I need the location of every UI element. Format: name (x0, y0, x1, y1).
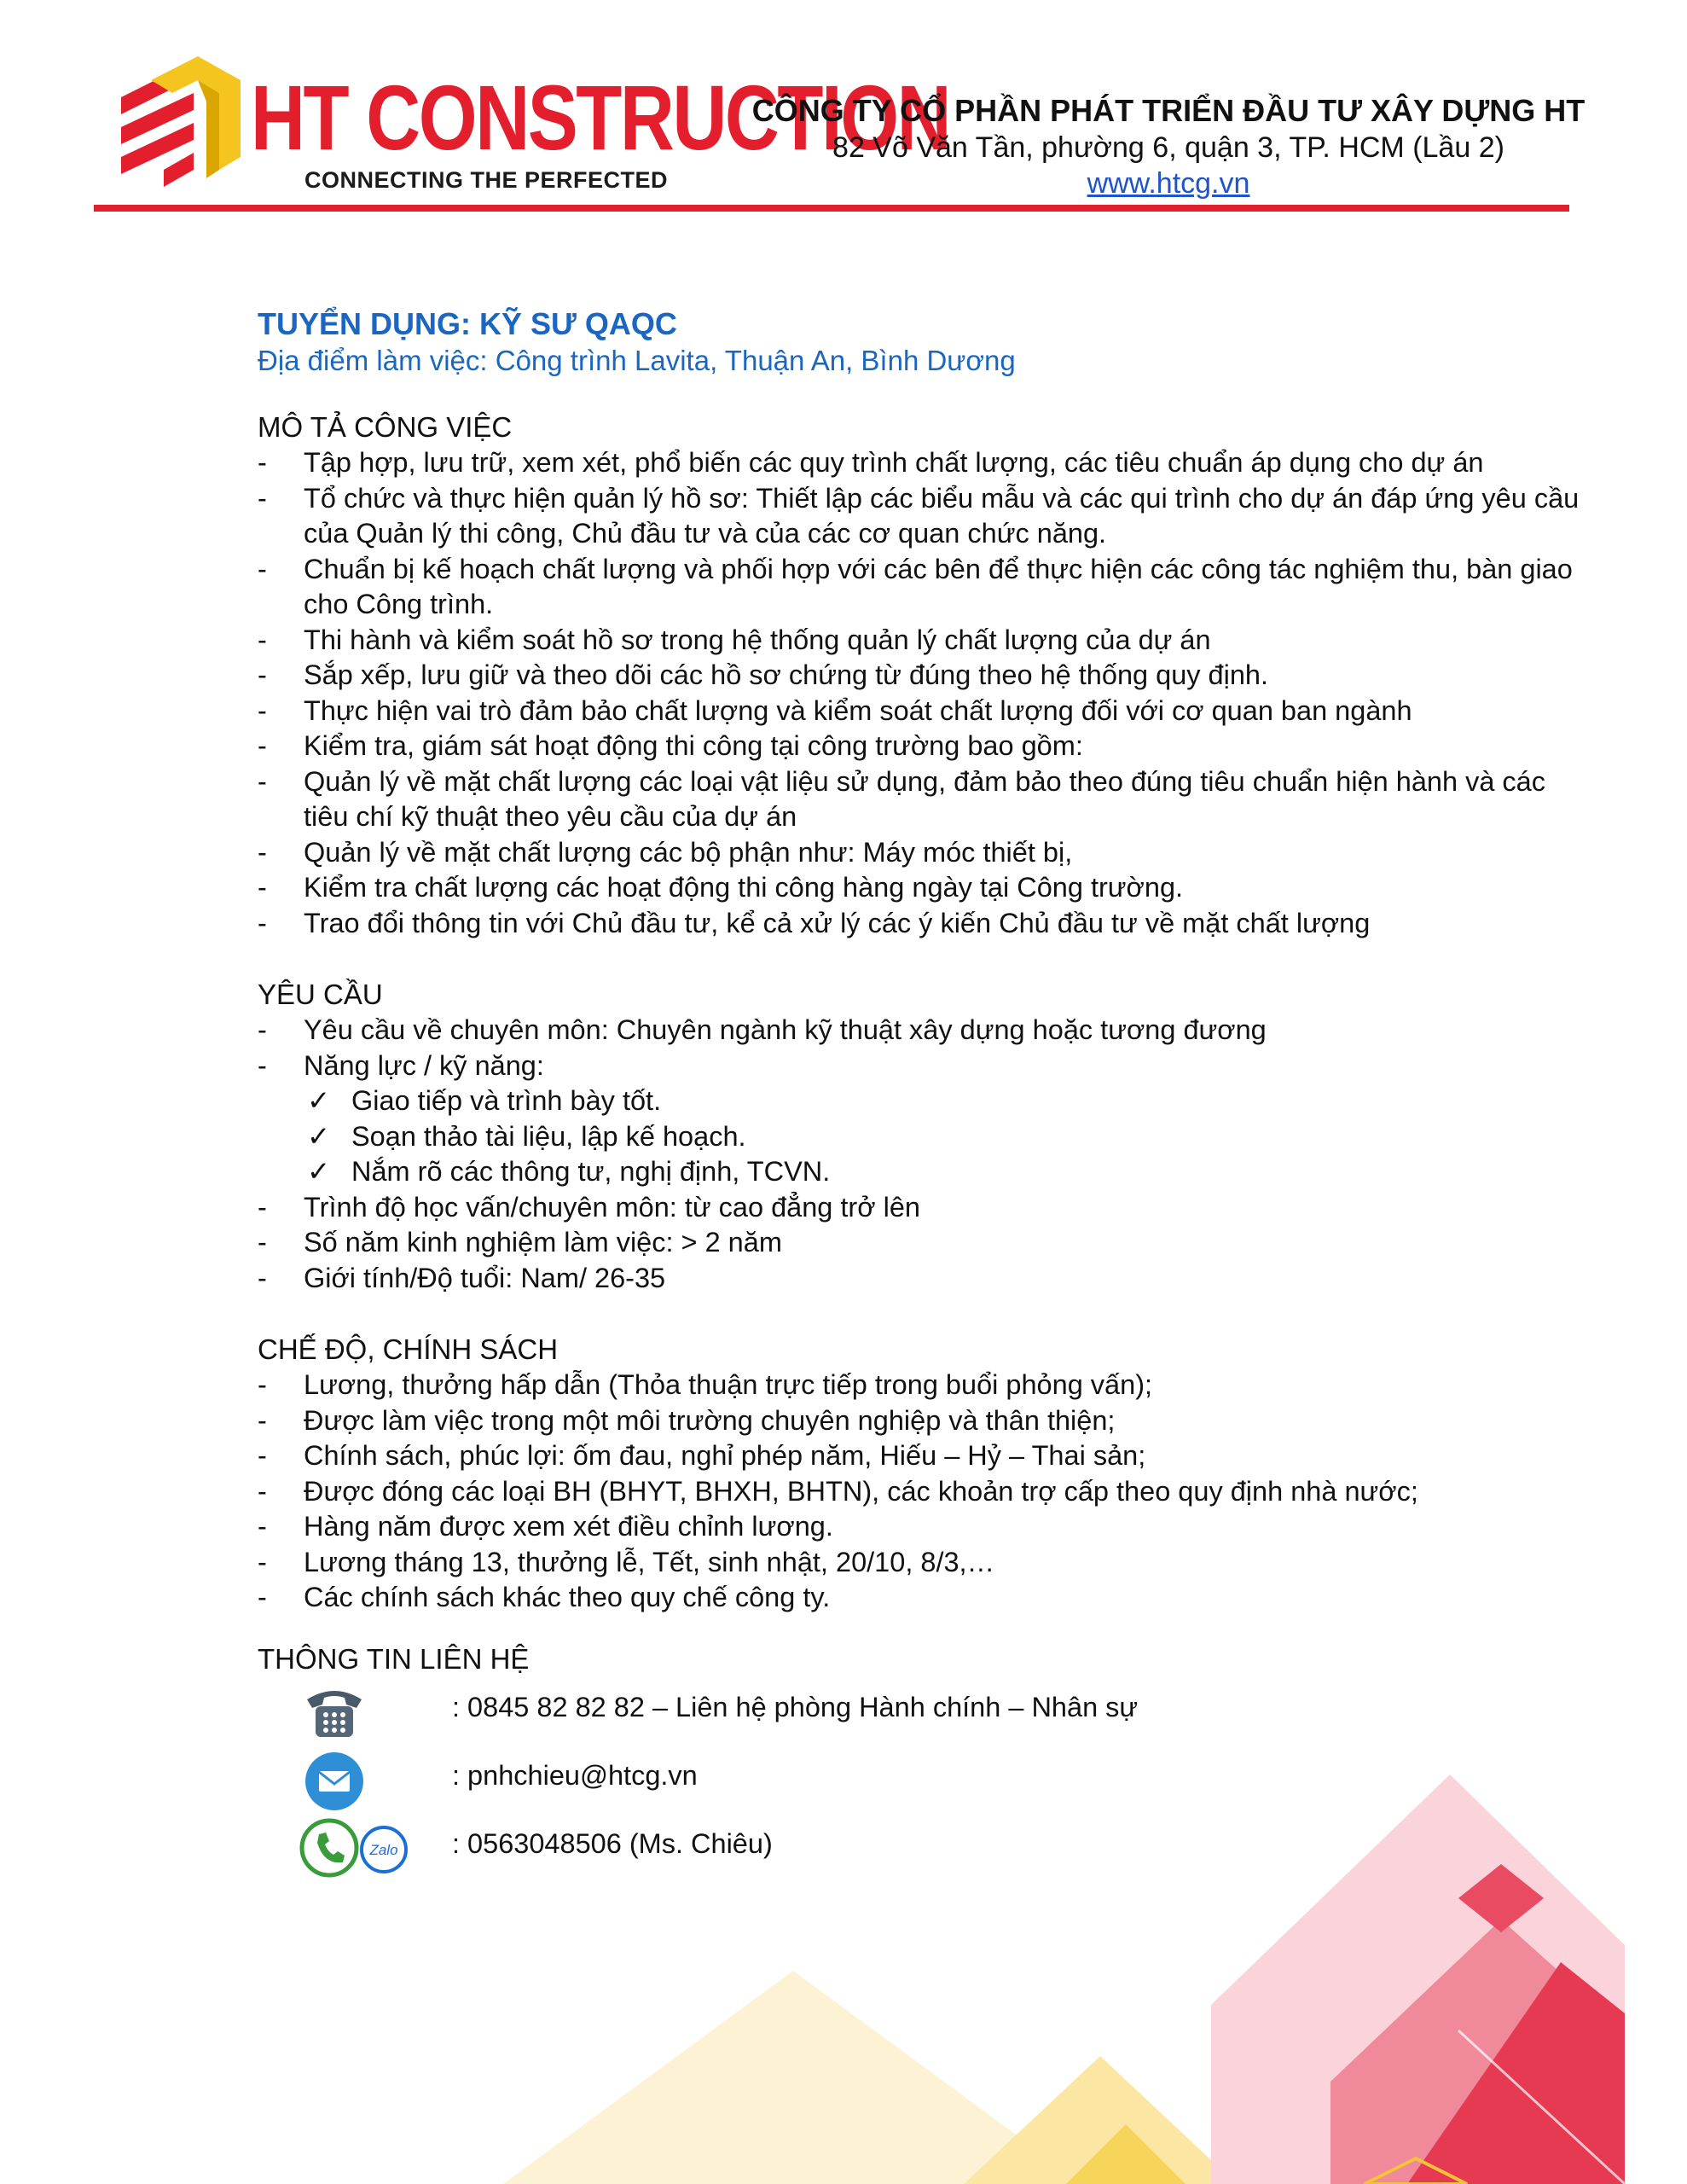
list-item: - Kiểm tra chất lượng các hoạt động thi công hàng ngày tại Công trường. (258, 870, 1588, 906)
bullet-dash: - (258, 659, 267, 690)
list-item: - Trao đổi thông tin với Chủ đầu tư, kể cả xử lý các ý kiến Chủ đầu tư về mặt chất lượng (258, 906, 1588, 942)
list-item: - Chuẩn bị kế hoạch chất lượng và phối hợp với các bên để thực hiện các công tác nghiệm thu, bàn giao cho Công trình. (258, 553, 1573, 619)
list-item: - Tổ chức và thực hiện quản lý hồ sơ: Thiết lập các biểu mẫu và các qui trình cho dự án đáp ứng yêu cầu của Quản lý thi công, Chủ đầu tư và của các cơ quan chức năng. (258, 482, 1580, 549)
letterhead (0, 0, 1687, 222)
bullet-dash: - (258, 1014, 267, 1045)
list-item: - Kiểm tra, giám sát hoạt động thi công tại công trường bao gồm: (258, 729, 1588, 764)
requirements-heading: YÊU CẦU (258, 979, 383, 1010)
website-link[interactable]: www.htcg.vn (1087, 167, 1250, 200)
requirements-list-cont (258, 1190, 1588, 1297)
job-location: Địa điểm làm việc: Công trình Lavita, Thuận An, Bình Dương (258, 345, 1016, 376)
benefits-list (258, 1368, 1588, 1616)
bullet-dash: - (258, 482, 267, 514)
telephone-icon (300, 1681, 368, 1742)
bullet-dash: - (258, 553, 267, 584)
list-item: - Số năm kinh nghiệm làm việc: > 2 năm (258, 1225, 1588, 1261)
bullet-dash: - (258, 624, 267, 655)
phone-zalo-icon (299, 1817, 409, 1879)
list-item: - Yêu cầu về chuyên môn: Chuyên ngành kỹ thuật xây dựng hoặc tương đương (258, 1013, 1588, 1048)
skills-list (258, 1083, 1588, 1190)
job-posting (258, 305, 1588, 1616)
contact-phone-row (258, 1681, 1366, 1749)
list-item: - Lương tháng 13, thưởng lễ, Tết, sinh nhật, 20/10, 8/3,… (258, 1545, 1588, 1581)
list-item: - Lương, thưởng hấp dẫn (Thỏa thuận trực tiếp trong buổi phỏng vấn); (258, 1368, 1588, 1403)
company-address: 82 Võ Văn Tần, phường 6, quận 3, TP. HCM (Lầu 2) (832, 131, 1504, 164)
contact-email[interactable]: : pnhchieu@htcg.vn (452, 1760, 698, 1791)
company-info (742, 92, 1595, 201)
zalo-label: Zalo (369, 1842, 398, 1858)
bullet-dash: - (258, 1191, 267, 1223)
bullet-dash: - (258, 907, 267, 938)
contact-heading: THÔNG TIN LIÊN HỆ (258, 1643, 530, 1675)
list-item: - Quản lý về mặt chất lượng các bộ phận như: Máy móc thiết bị, (258, 835, 1588, 871)
list-item: - Được đóng các loại BH (BHYT, BHXH, BHTN), các khoản trợ cấp theo quy định nhà nước; (258, 1474, 1588, 1510)
list-item: - Được làm việc trong một môi trường chuyên nghiệp và thân thiện; (258, 1403, 1588, 1439)
bullet-dash: - (258, 1262, 267, 1293)
bullet-dash: - (258, 1440, 267, 1471)
bullet-dash: - (258, 836, 267, 868)
bullet-dash: - (258, 765, 267, 797)
description-heading: MÔ TẢ CÔNG VIỆC (258, 411, 513, 443)
bullet-dash: - (258, 730, 267, 761)
contact-email-row (258, 1749, 1366, 1817)
list-item: - Thực hiện vai trò đảm bảo chất lượng và kiểm soát chất lượng đối với cơ quan ban ngành (258, 694, 1588, 729)
bullet-dash: - (258, 1475, 267, 1507)
list-item: - Trình độ học vấn/chuyên môn: từ cao đẳng trở lên (258, 1190, 1588, 1226)
job-title: TUYỂN DỤNG: KỸ SƯ QAQC (258, 306, 677, 341)
list-item: - Tập hợp, lưu trữ, xem xét, phổ biến các quy trình chất lượng, các tiêu chuẩn áp dụng cho dự án (258, 445, 1588, 481)
skill-item: ✓ Giao tiếp và trình bày tốt. (258, 1083, 1588, 1119)
bullet-dash: - (258, 1369, 267, 1400)
requirements-list (258, 1013, 1588, 1083)
bullet-dash: - (258, 694, 267, 726)
list-item: - Quản lý về mặt chất lượng các loại vật liệu sử dụng, đảm bảo theo đúng tiêu chuẩn hiện hành và các tiêu chí kỹ thuật theo yêu cầu của dự án (258, 765, 1546, 832)
bullet-dash: - (258, 1404, 267, 1436)
list-item: - Chính sách, phúc lợi: ốm đau, nghỉ phép năm, Hiếu – Hỷ – Thai sản; (258, 1438, 1588, 1474)
logo-wordmark: HT CONSTRUCTION (251, 66, 950, 169)
bullet-dash: - (258, 1546, 267, 1577)
contact-zalo-row (258, 1817, 1366, 1885)
contact-section (258, 1641, 1366, 1885)
check-icon: ✓ (307, 1085, 331, 1116)
list-item: - Hàng năm được xem xét điều chỉnh lương. (258, 1509, 1588, 1545)
list-item: - Giới tính/Độ tuổi: Nam/ 26-35 (258, 1261, 1588, 1297)
list-item: - Sắp xếp, lưu giữ và theo dõi các hồ sơ chứng từ đúng theo hệ thống quy định. (258, 658, 1588, 694)
header-divider (94, 205, 1569, 212)
bullet-dash: - (258, 1511, 267, 1542)
list-item: - Các chính sách khác theo quy chế công ty. (258, 1580, 1588, 1616)
email-icon (300, 1749, 368, 1810)
bullet-dash: - (258, 1582, 267, 1612)
bullet-dash: - (258, 1049, 267, 1081)
check-icon: ✓ (307, 1120, 331, 1152)
ht-logo-icon (113, 55, 249, 191)
skill-item: ✓ Soạn thảo tài liệu, lập kế hoạch. (258, 1119, 1588, 1155)
list-item: - Năng lực / kỹ năng: (258, 1048, 1588, 1084)
list-item: - Thi hành và kiểm soát hồ sơ trong hệ thống quản lý chất lượng của dự án (258, 623, 1588, 659)
benefits-heading: CHẾ ĐỘ, CHÍNH SÁCH (258, 1333, 559, 1365)
bullet-dash: - (258, 1227, 267, 1258)
contact-phone[interactable]: : 0845 82 82 82 – Liên hệ phòng Hành chính – Nhân sự (452, 1692, 1139, 1722)
description-list (258, 445, 1588, 941)
contact-zalo[interactable]: : 0563048506 (Ms. Chiêu) (452, 1828, 773, 1859)
check-icon: ✓ (307, 1156, 331, 1187)
bullet-dash: - (258, 872, 267, 903)
skill-item: ✓ Nắm rõ các thông tư, nghị định, TCVN. (258, 1154, 1588, 1190)
bullet-dash: - (258, 447, 267, 478)
logo-tagline: CONNECTING THE PERFECTED (304, 167, 669, 193)
company-name: CÔNG TY CỔ PHẦN PHÁT TRIỂN ĐẦU TƯ XÂY DỰNG HT (751, 93, 1586, 128)
